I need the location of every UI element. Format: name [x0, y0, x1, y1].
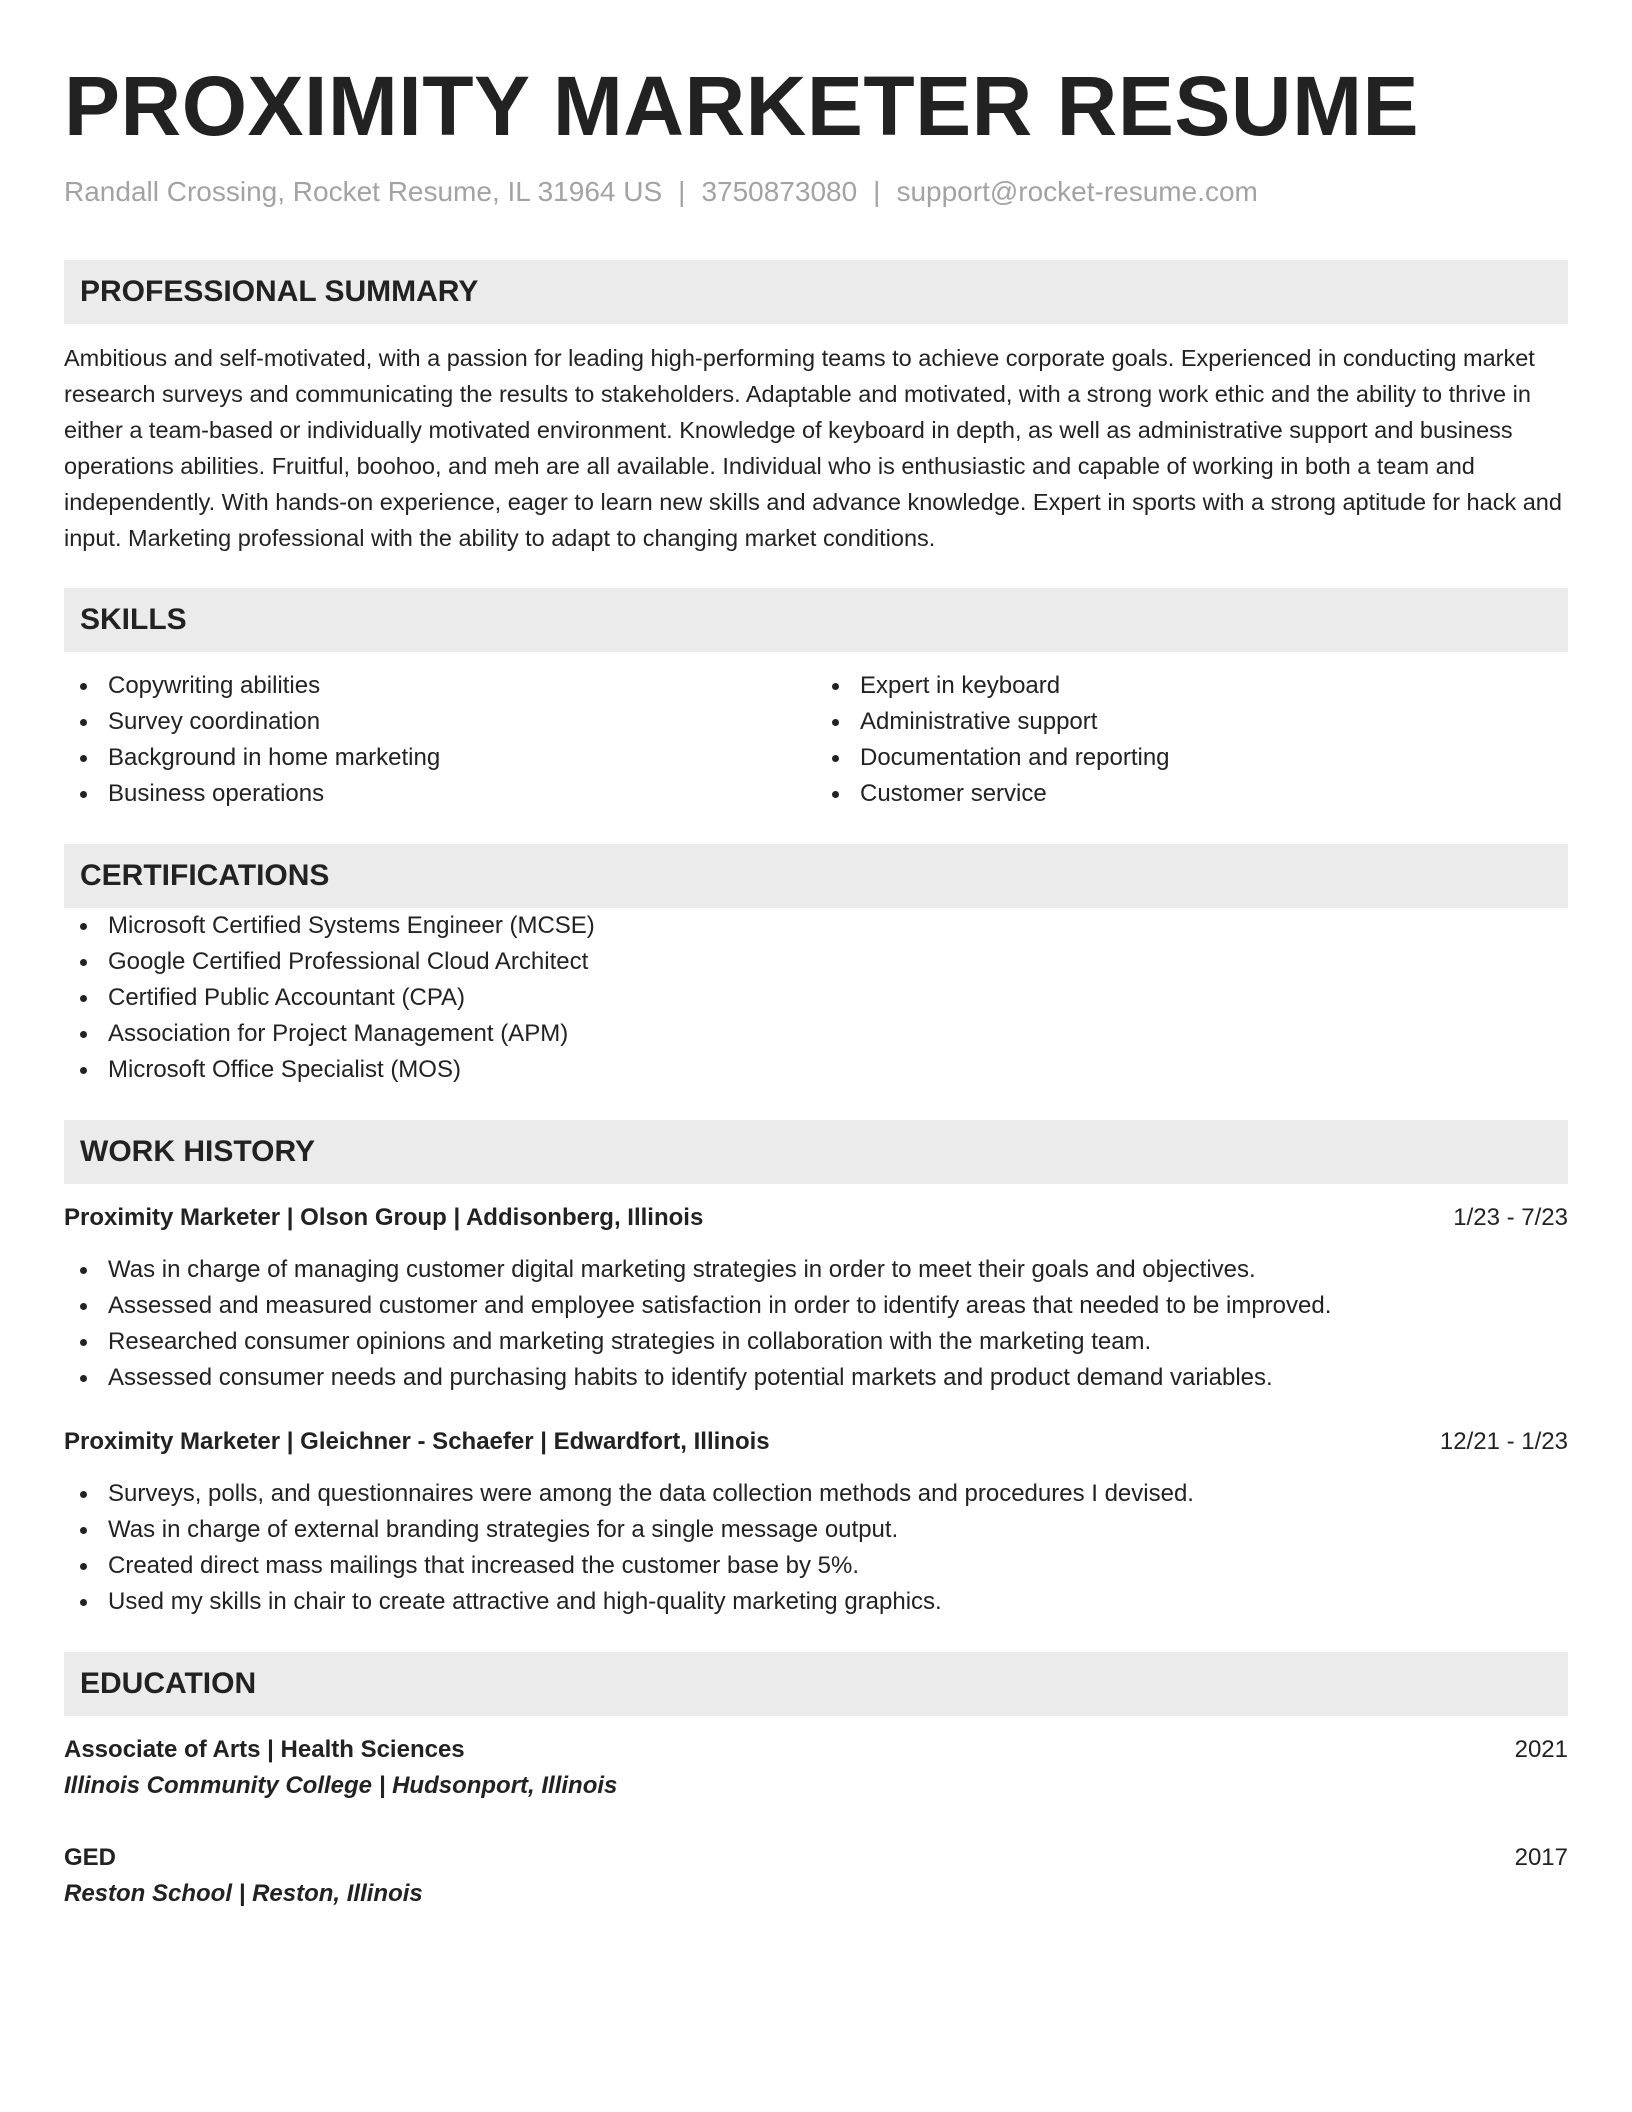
bullet-dot: [80, 1067, 87, 1074]
job-dates: 12/21 - 1/23: [1439, 1428, 1568, 1455]
certification-item: Microsoft Certified Systems Engineer (MCSE): [64, 908, 1568, 944]
job-entry: [64, 1200, 1568, 1396]
bullet-dot: [80, 1339, 87, 1346]
education-entry: [64, 1732, 1568, 1804]
skill-item: Documentation and reporting: [816, 740, 1568, 776]
bullet-dot: [832, 791, 839, 798]
contact-separator: |: [678, 176, 686, 207]
section-heading-summary: PROFESSIONAL SUMMARY: [64, 260, 1568, 324]
bullet-dot: [80, 683, 87, 690]
job-dates: 1/23 - 7/23: [1453, 1204, 1568, 1231]
certification-item: Google Certified Professional Cloud Architect: [64, 944, 1568, 980]
bullet-dot: [80, 1375, 87, 1382]
education-degree: GED: [64, 1844, 117, 1871]
bullet-dot: [80, 1031, 87, 1038]
skill-item: Copywriting abilities: [64, 668, 816, 704]
job-bullet: Assessed consumer needs and purchasing habits to identify potential markets and product demand variables.: [64, 1360, 1568, 1396]
summary-section: [64, 260, 1568, 556]
skill-item: Business operations: [64, 776, 816, 812]
section-heading-education: EDUCATION: [64, 1652, 1568, 1716]
skills-section: [64, 588, 1568, 812]
job-header: [64, 1424, 1568, 1460]
education-school: Illinois Community College | Hudsonport, Illinois: [64, 1772, 618, 1799]
bullet-dot: [80, 755, 87, 762]
skill-item: Survey coordination: [64, 704, 816, 740]
job-entry: [64, 1424, 1568, 1620]
bullet-dot: [80, 1527, 87, 1534]
section-heading-work-history: WORK HISTORY: [64, 1120, 1568, 1184]
job-bullets: [64, 1252, 1568, 1396]
section-heading-skills: SKILLS: [64, 588, 1568, 652]
bullet-dot: [80, 959, 87, 966]
certification-item: Certified Public Accountant (CPA): [64, 980, 1568, 1016]
job-bullet: Was in charge of managing customer digital marketing strategies in order to meet their goals and objectives.: [64, 1252, 1568, 1288]
resume-title: PROXIMITY MARKETER RESUME: [64, 59, 1420, 153]
education-school: Reston School | Reston, Illinois: [64, 1880, 423, 1907]
skill-item: Administrative support: [816, 704, 1568, 740]
job-bullet: Researched consumer opinions and marketing strategies in collaboration with the marketing team.: [64, 1324, 1568, 1360]
contact-separator: |: [873, 176, 881, 207]
bullet-dot: [832, 719, 839, 726]
bullet-dot: [80, 923, 87, 930]
job-bullet: Was in charge of external branding strategies for a single message output.: [64, 1512, 1568, 1548]
contact-line: [64, 174, 1568, 210]
skill-item: Background in home marketing: [64, 740, 816, 776]
education-entry: [64, 1840, 1568, 1912]
bullet-dot: [80, 1599, 87, 1606]
job-bullet: Used my skills in chair to create attractive and high-quality marketing graphics.: [64, 1584, 1568, 1620]
bullet-dot: [80, 1303, 87, 1310]
education-year: 2021: [1514, 1736, 1568, 1763]
skill-item: Customer service: [816, 776, 1568, 812]
certifications-list: [64, 908, 1568, 1088]
skills-column-right: [816, 668, 1568, 812]
contact-address: Randall Crossing, Rocket Resume, IL 31964 US: [64, 176, 663, 207]
contact-email: support@rocket-resume.com: [896, 176, 1258, 207]
skill-item: Expert in keyboard: [816, 668, 1568, 704]
bullet-dot: [80, 791, 87, 798]
work-history-section: [64, 1120, 1568, 1620]
bullet-dot: [80, 1491, 87, 1498]
certification-item: Association for Project Management (APM): [64, 1016, 1568, 1052]
bullet-dot: [80, 1563, 87, 1570]
job-title: Proximity Marketer | Gleichner - Schaefer | Edwardfort, Illinois: [64, 1428, 770, 1455]
education-header: [64, 1840, 1568, 1876]
education-section: [64, 1652, 1568, 1912]
summary-text: Ambitious and self-motivated, with a passion for leading high-performing teams to achieve corporate goals. Experienced in conducting market research surveys and communicating the results to stakeholders. Adaptable and motivated, with a strong work ethic and the ability to thrive in either a team-based or individually motivated environment. Knowledge of keyboard in depth, as well as administrative support and business operations abilities. Fruitful, boohoo, and meh are all available. Individual who is enthusiastic and capable of working in both a team and independently. With hands-on experience, eager to learn new skills and advance knowledge. Expert in sports with a strong aptitude for hack and input. Marketing professional with the ability to adapt to changing market conditions.: [64, 345, 1562, 551]
certification-item: Microsoft Office Specialist (MOS): [64, 1052, 1568, 1088]
contact-phone: 3750873080: [701, 176, 858, 207]
skills-grid: [64, 668, 1568, 812]
job-bullet: Surveys, polls, and questionnaires were among the data collection methods and procedures I devised.: [64, 1476, 1568, 1512]
job-bullets: [64, 1476, 1568, 1620]
job-header: [64, 1200, 1568, 1236]
bullet-dot: [832, 683, 839, 690]
bullet-dot: [80, 719, 87, 726]
bullet-dot: [832, 755, 839, 762]
bullet-dot: [80, 995, 87, 1002]
education-degree: Associate of Arts | Health Sciences: [64, 1736, 465, 1763]
section-heading-certifications: CERTIFICATIONS: [64, 844, 1568, 908]
education-header: [64, 1732, 1568, 1768]
job-title: Proximity Marketer | Olson Group | Addisonberg, Illinois: [64, 1204, 704, 1231]
bullet-dot: [80, 1267, 87, 1274]
job-bullet: Created direct mass mailings that increased the customer base by 5%.: [64, 1548, 1568, 1584]
job-bullet: Assessed and measured customer and employee satisfaction in order to identify areas that needed to be improved.: [64, 1288, 1568, 1324]
certifications-section: [64, 844, 1568, 1088]
education-year: 2017: [1514, 1844, 1568, 1871]
skills-column-left: [64, 668, 816, 812]
